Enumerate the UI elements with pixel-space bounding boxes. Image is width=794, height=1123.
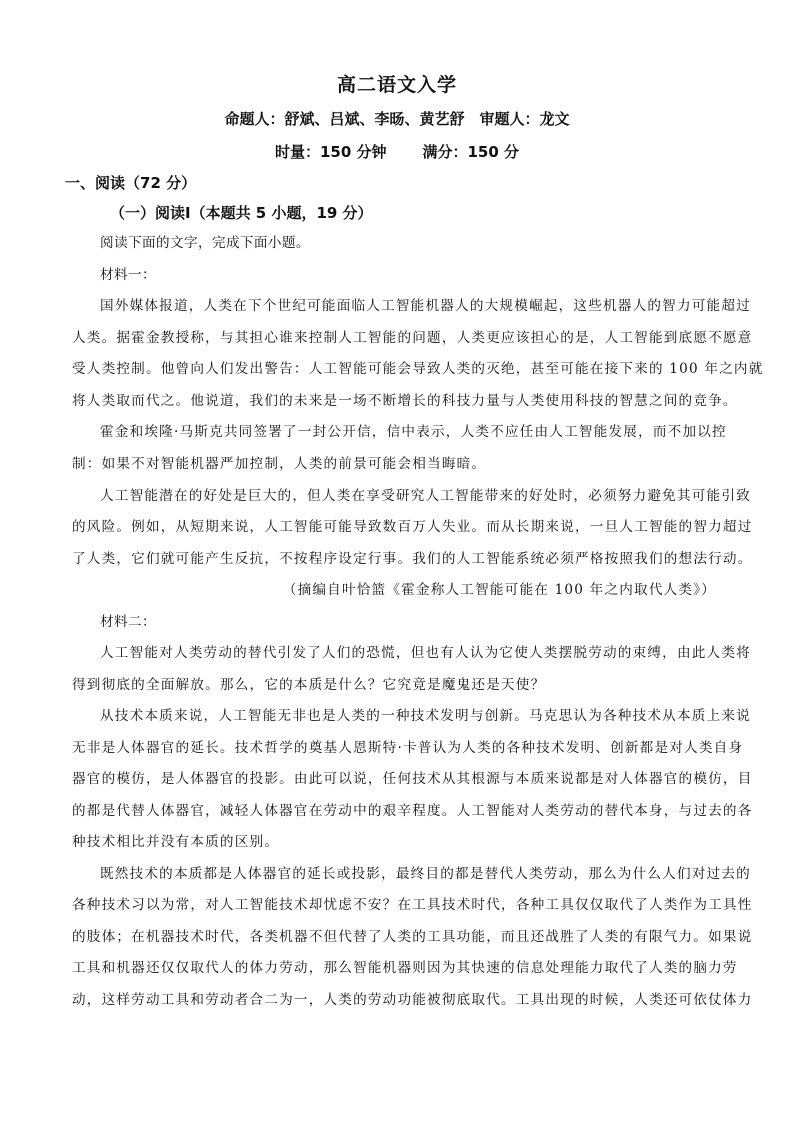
time-score-line	[0, 141, 794, 162]
paragraph-line: 了人类，它们就可能产生反抗，不按程序设定行事。我们的人工智能系统必须严格按照我们的想法行动。	[72, 551, 753, 567]
material-2-label: 材料二：	[100, 614, 156, 630]
paragraph-line: 霍金和埃隆·马斯克共同签署了一封公开信，信中表示，人类不应任由人工智能发展，而不加以控	[100, 424, 727, 440]
citation-line: （摘编自叶恰篮《霍金称人工智能可能在 100 年之内取代人类》）	[282, 582, 716, 598]
paragraph-line: 既然技术的本质都是人体器官的延长或投影，最终目的都是替代人类劳动，那么为什么人们对过去的	[100, 866, 751, 882]
paragraph-line: 人类。据霍金教授称，与其担心谁来控制人工智能的问题，人类更应该担心的是，人工智能到底愿不愿意	[72, 330, 753, 346]
subsection-heading: （一）阅读Ⅰ（本题共 5 小题，19 分）	[110, 204, 373, 222]
paragraph-line: 工具和机器还仅仅取代人的体力劳动，那么智能机器则因为其快速的信息处理能力取代了人类的脑力劳	[72, 960, 738, 976]
paragraph-line: 各种技术习以为常，对人工智能技术却忧虑不安？在工具技术时代，各种工具仅仅取代了人类作为工具性	[72, 897, 753, 913]
paragraph-line: 人工智能对人类劳动的替代引发了人们的恐慌，但也有人认为它使人类摆脱劳动的束缚，由此人类将	[100, 645, 751, 661]
time-limit: 时量：150 分钟	[274, 143, 387, 161]
full-score: 满分：150 分	[422, 143, 520, 161]
paragraph-line: 无非是人体器官的延长。技术哲学的奠基人恩斯特·卡普认为人类的各种技术发明、创新都是对人类自身	[72, 740, 744, 756]
paragraph-line: 得到彻底的全面解放。那么，它的本质是什么？它究竟是魔鬼还是天使？	[72, 677, 546, 693]
paragraph-line: 的风险。例如，从短期来说，人工智能可能导致数百万人失业。而从长期来说，一旦人工智能的智力超过	[72, 519, 753, 535]
instruction: 阅读下面的文字，完成下面小题。	[100, 235, 310, 251]
paragraph-line: 的肢体；在机器技术时代，各类机器不但代替了人类的工具功能，而且还战胜了人类的有限气力。如果说	[72, 929, 753, 945]
page-title: 高二语文入学	[336, 74, 457, 96]
paragraph-line: 种技术相比并没有本质的区别。	[72, 834, 280, 850]
authors-line: 命题人：舒斌、吕斌、李旸、黄艺舒 审题人：龙文	[224, 110, 570, 128]
paragraph-line: 人工智能潜在的好处是巨大的，但人类在享受研究人工智能带来的好处时，必须努力避免其可能引致	[100, 488, 751, 504]
paragraph-line: 从技术本质来说，人工智能无非也是人类的一种技术发明与创新。马克思认为各种技术从本质上来说	[100, 708, 751, 724]
section-heading: 一、阅读（72 分）	[65, 174, 197, 192]
paragraph-line: 器官的模仿，是人体器官的投影。由此可以说，任何技术从其根源与本质来说都是对人体器官的模仿，目	[72, 771, 753, 787]
paragraph-line: 制：如果不对智能机器严加控制，人类的前景可能会相当晦暗。	[72, 456, 487, 472]
paragraph-line: 国外媒体报道，人类在下个世纪可能面临人工智能机器人的大规模崛起，这些机器人的智力可能超过	[100, 298, 751, 314]
paragraph-line: 动，这样劳动工具和劳动者合二为一，人类的劳动功能被彻底取代。工具出现的时候，人类还可依仗体力	[72, 992, 753, 1008]
paragraph-line: 的都是代替人体器官，减轻人体器官在劳动中的艰辛程度。人工智能对人类劳动的替代本身，与过去的各	[72, 803, 753, 819]
paragraph-line: 受人类控制。他曾向人们发出警告：人工智能可能会导致人类的灭绝，甚至可能在接下来的 100 年之内就	[72, 361, 764, 377]
paragraph-line: 将人类取而代之。他说道，我们的未来是一场不断增长的科技力量与人类使用科技的智慧之间的竞争。	[72, 393, 738, 409]
material-1-label: 材料一：	[100, 267, 156, 283]
